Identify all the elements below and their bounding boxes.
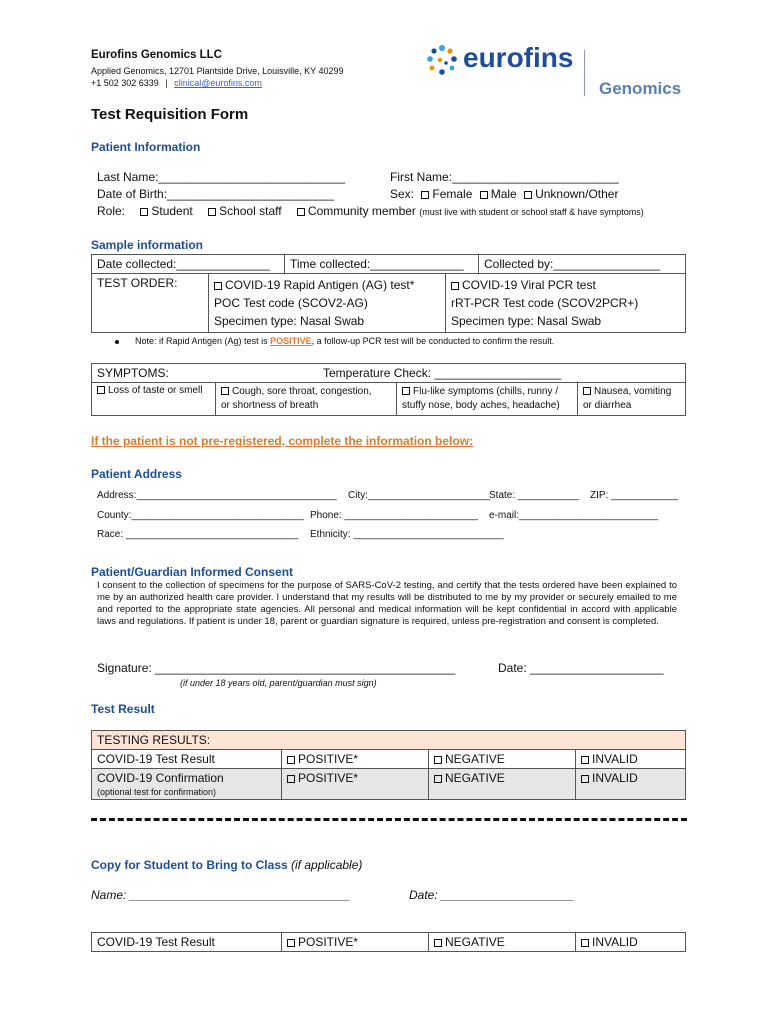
time-collected-field[interactable]: Time collected:______________ — [285, 255, 479, 274]
antigen-checkbox[interactable] — [214, 282, 222, 290]
company-address: Applied Genomics, 12701 Plantside Drive, Louisville, KY 40299 — [91, 66, 344, 76]
role-community-checkbox[interactable] — [297, 208, 305, 216]
note-positive: POSITIVE — [270, 336, 312, 346]
company-email-link[interactable]: clinical@eurofins.com — [174, 78, 262, 88]
sex-label: Sex: — [390, 187, 415, 201]
last-name-field[interactable]: Last Name:____________________________ — [97, 170, 346, 184]
pcr-checkbox[interactable] — [451, 282, 459, 290]
first-name-field[interactable]: First Name:_________________________ — [390, 170, 619, 184]
sex-unknown-checkbox[interactable] — [524, 191, 532, 199]
copy-row-label: COVID-19 Test Result — [92, 933, 282, 952]
confirmation-label: COVID-19 Confirmation — [97, 771, 224, 785]
copy-positive-checkbox[interactable] — [287, 939, 295, 947]
symptom-taste-checkbox[interactable] — [97, 386, 105, 394]
company-phone: +1 502 302 6339 — [91, 78, 159, 88]
antigen-title: COVID-19 Rapid Antigen (AG) test* — [225, 278, 415, 292]
pcr-title: COVID-19 Viral PCR test — [462, 278, 596, 292]
role-group — [97, 204, 644, 218]
copy-date-field[interactable]: Date: ____________________ — [409, 888, 575, 902]
copy-name-field[interactable]: Name: _________________________________ — [91, 888, 350, 902]
signature-field[interactable]: Signature: _____________________________________________ — [97, 661, 456, 675]
role-staff-checkbox[interactable] — [208, 208, 216, 216]
result-positive-checkbox[interactable] — [287, 756, 295, 764]
sex-female-checkbox[interactable] — [421, 191, 429, 199]
confirm-negative-checkbox[interactable] — [434, 775, 442, 783]
sex-male-label: Male — [490, 187, 517, 201]
confirm-negative[interactable] — [429, 769, 576, 800]
result-invalid-checkbox[interactable] — [581, 756, 589, 764]
consent-text: I consent to the collection of specimens for the purpose of SARS-CoV-2 testing, and certify that the tests ordered have been explained to me by an authorized health care provider. I understand that my results will be distributed to me by my provider or securely emailed to me and reported to the appropriate state agencies. All personal and medical information will be kept confidential in accord with applicable laws and regulations. If patient is under 18, parent or guardian signature is required, unless pre-registration and consent is completed. — [97, 580, 677, 627]
separator: | — [165, 78, 168, 88]
copy-negative-label: NEGATIVE — [445, 935, 505, 949]
pcr-code: rRT-PCR Test code (SCOV2PCR+) — [451, 296, 639, 310]
copy-positive[interactable] — [282, 933, 429, 952]
consent-heading: Patient/Guardian Informed Consent — [91, 565, 294, 579]
antigen-option[interactable] — [209, 274, 446, 333]
symptom-flu-checkbox[interactable] — [402, 387, 410, 395]
antigen-specimen: Specimen type: Nasal Swab — [214, 314, 365, 328]
ethnicity-field[interactable]: Ethnicity: ___________________________ — [310, 529, 504, 540]
date-collected-field[interactable]: Date collected:______________ — [92, 255, 285, 274]
address-field[interactable]: Address:____________________________________ — [97, 490, 337, 501]
role-community-label: Community member — [307, 204, 416, 218]
symptom-cough[interactable] — [216, 383, 397, 416]
city-field[interactable]: City:______________________ — [348, 490, 491, 501]
pcr-specimen: Specimen type: Nasal Swab — [451, 314, 602, 328]
copy-positive-label: POSITIVE* — [298, 935, 359, 949]
role-note: (must live with student or school staff & have symptoms) — [419, 207, 644, 217]
symptoms-table — [91, 363, 686, 416]
state-field[interactable]: State: ___________ — [489, 490, 580, 501]
consent-date-field[interactable]: Date: ____________________ — [498, 661, 664, 675]
note-pre: Note: if Rapid Antigen (Ag) test is — [135, 336, 271, 346]
collected-by-field[interactable]: Collected by:________________ — [479, 255, 686, 274]
address-heading: Patient Address — [91, 467, 182, 481]
cut-line — [91, 818, 687, 821]
sample-table — [91, 254, 686, 274]
role-student-label: Student — [151, 204, 193, 218]
company-contact — [91, 78, 262, 88]
symptom-nausea-checkbox[interactable] — [583, 387, 591, 395]
symptom-cough-label-2: or shortness of breath — [221, 400, 319, 411]
antigen-code: POC Test code (SCOV2-AG) — [214, 296, 368, 310]
sex-group — [390, 187, 618, 201]
symptom-nausea-label: Nausea, vomiting — [594, 386, 672, 397]
symptom-flu-label-2: stuffy nose, body aches, headache) — [402, 400, 560, 411]
result-negative-label: NEGATIVE — [445, 752, 505, 766]
copy-negative-checkbox[interactable] — [434, 939, 442, 947]
confirmation-note: (optional test for confirmation) — [97, 787, 217, 797]
confirmation-row-label — [92, 769, 282, 800]
role-staff-label: School staff — [219, 204, 282, 218]
result-negative-checkbox[interactable] — [434, 756, 442, 764]
copy-result-table — [91, 932, 686, 952]
copy-negative[interactable] — [429, 933, 576, 952]
result-negative[interactable] — [429, 750, 576, 769]
result-positive-label: POSITIVE* — [298, 752, 359, 766]
eurofins-logo-icon — [425, 44, 459, 78]
symptom-cough-label: Cough, sore throat, congestion, — [232, 386, 372, 397]
confirm-invalid-checkbox[interactable] — [581, 775, 589, 783]
test-order-label: TEST ORDER: — [92, 274, 209, 333]
zip-field[interactable]: ZIP: ____________ — [590, 490, 678, 501]
confirm-positive-checkbox[interactable] — [287, 775, 295, 783]
copy-invalid[interactable] — [576, 933, 686, 952]
temperature-field[interactable]: Temperature Check: ___________________ — [323, 366, 562, 380]
symptom-flu[interactable] — [397, 383, 578, 416]
phone-field[interactable]: Phone: ________________________ — [310, 510, 478, 521]
sex-female-label: Female — [432, 187, 473, 201]
symptoms-label: SYMPTOMS: — [97, 366, 169, 380]
signature-note: (if under 18 years old, parent/guardian must sign) — [180, 678, 377, 688]
county-field[interactable]: County:_______________________________ — [97, 510, 304, 521]
symptom-taste[interactable] — [92, 383, 216, 416]
pcr-option[interactable] — [446, 274, 686, 333]
logo-subtitle: Genomics — [599, 79, 682, 98]
test-order-table — [91, 273, 686, 333]
not-registered-note: If the patient is not pre-registered, complete the information below: — [91, 434, 474, 448]
sex-unknown-label: Unknown/Other — [535, 187, 619, 201]
company-name: Eurofins Genomics LLC — [91, 49, 222, 61]
test-result-row-label: COVID-19 Test Result — [92, 750, 282, 769]
sex-male-checkbox[interactable] — [480, 191, 488, 199]
testing-results-label: TESTING RESULTS: — [92, 731, 686, 750]
page-title: Test Requisition Form — [91, 106, 249, 123]
copy-heading-note: (if applicable) — [291, 858, 363, 872]
email-field[interactable]: e-mail:_________________________ — [489, 510, 659, 521]
symptom-flu-label: Flu-like symptoms (chills, runny / — [413, 386, 559, 397]
role-label: Role: — [97, 204, 126, 218]
role-student-checkbox[interactable] — [140, 208, 148, 216]
result-invalid-label: INVALID — [592, 752, 638, 766]
patient-info-heading: Patient Information — [91, 140, 201, 154]
dob-field[interactable]: Date of Birth:_________________________ — [97, 187, 334, 201]
copy-invalid-label: INVALID — [592, 935, 638, 949]
confirm-positive-label: POSITIVE* — [298, 771, 359, 785]
confirm-invalid-label: INVALID — [592, 771, 638, 785]
confirm-invalid[interactable] — [576, 769, 686, 800]
test-result-table — [91, 730, 686, 800]
symptom-nausea[interactable] — [578, 383, 686, 416]
note-post: , a follow-up PCR test will be conducted to confirm the result. — [311, 336, 555, 346]
logo-divider — [584, 50, 585, 96]
logo-wordmark: eurofins — [463, 42, 574, 73]
symptoms-header — [92, 364, 686, 383]
result-positive[interactable] — [282, 750, 429, 769]
result-invalid[interactable] — [576, 750, 686, 769]
symptom-taste-label: Loss of taste or smell — [108, 385, 203, 396]
race-field[interactable]: Race: _______________________________ — [97, 529, 299, 540]
symptom-nausea-label-2: or diarrhea — [583, 400, 632, 411]
confirm-positive[interactable] — [282, 769, 429, 800]
sample-info-heading: Sample information — [91, 238, 204, 252]
note-bullet — [115, 340, 119, 344]
antigen-note — [135, 336, 554, 346]
copy-invalid-checkbox[interactable] — [581, 939, 589, 947]
copy-heading-text: Copy for Student to Bring to Class — [91, 858, 288, 872]
test-result-heading: Test Result — [91, 702, 155, 716]
symptom-cough-checkbox[interactable] — [221, 387, 229, 395]
copy-heading — [91, 858, 362, 872]
confirm-negative-label: NEGATIVE — [445, 771, 505, 785]
